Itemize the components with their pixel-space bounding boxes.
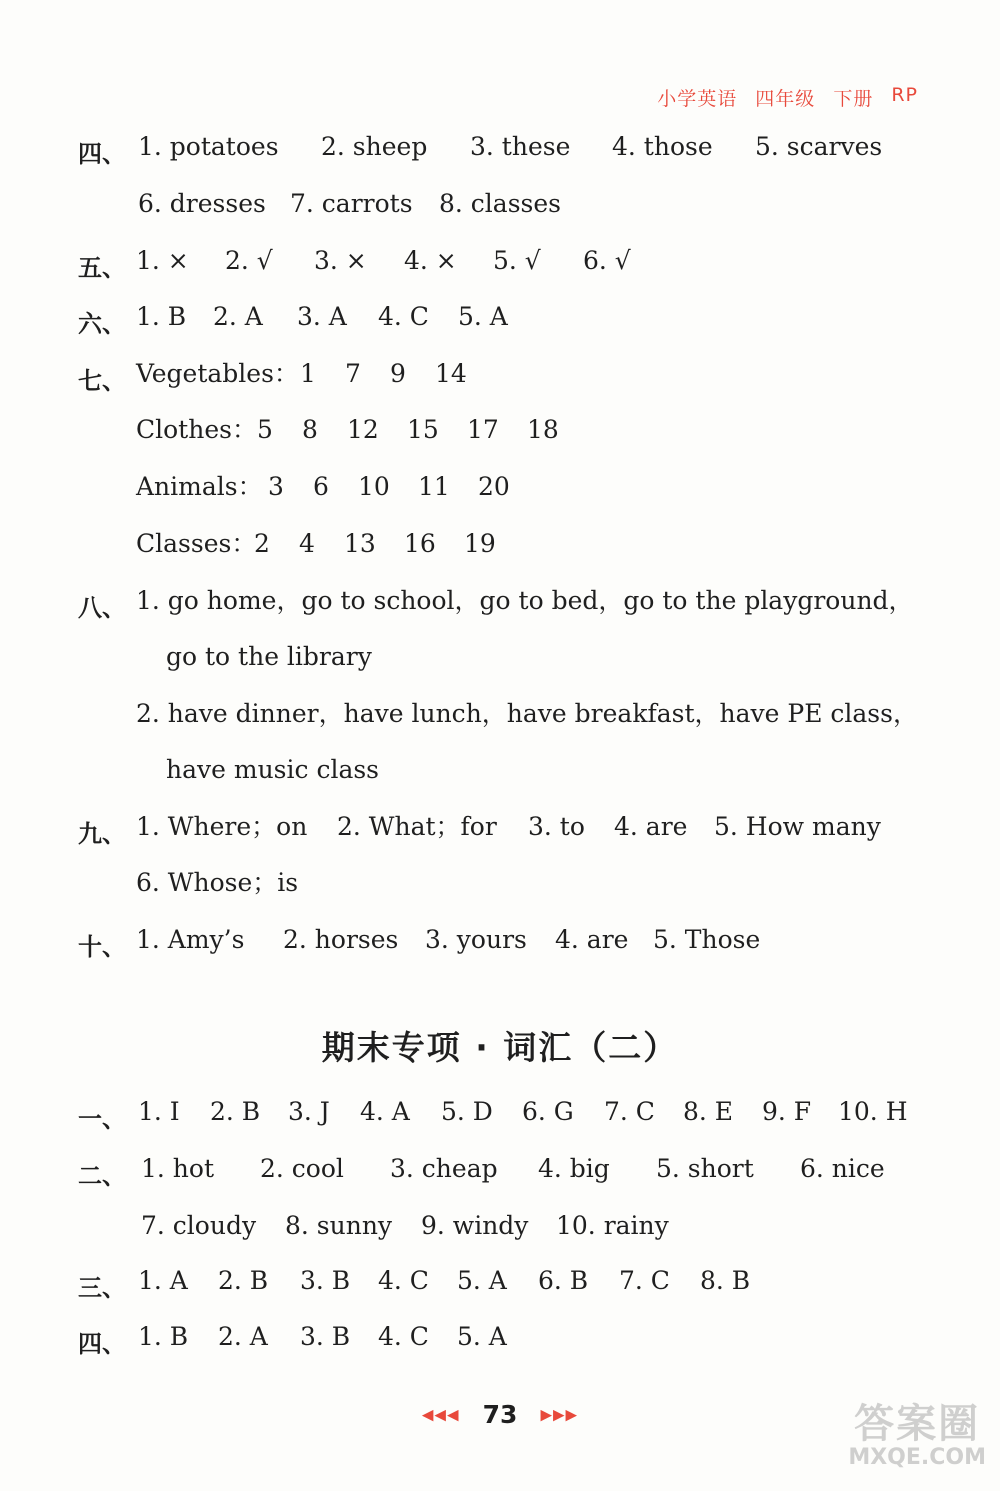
answer-item: 20 — [478, 472, 510, 501]
answer-item: Clothes： — [136, 415, 257, 444]
answer-item: 4. those — [612, 132, 713, 161]
answer-item: 4 — [299, 529, 315, 558]
answer-item: 2. cool — [260, 1154, 344, 1183]
answer-item: 1 — [300, 359, 316, 388]
question-label: 九、 — [78, 820, 126, 848]
answer-item: 8. classes — [439, 189, 561, 218]
answer-item: 5. √ — [493, 246, 541, 275]
answer-item: 8. sunny — [285, 1211, 393, 1240]
answer-item: 4. × — [404, 246, 457, 275]
answer-item: 3. A — [297, 302, 347, 331]
answer-item: 9. windy — [421, 1211, 529, 1240]
answer-item: 5. D — [441, 1097, 493, 1126]
answer-item: 5. Those — [653, 925, 761, 954]
answer-item: 6. dresses — [138, 189, 266, 218]
answer-item: 13 — [344, 529, 376, 558]
question-label: 二、 — [78, 1162, 126, 1190]
answer-item: 3. B — [300, 1266, 351, 1295]
answer-item: 7. C — [604, 1097, 655, 1126]
answer-item: 10. rainy — [556, 1211, 669, 1240]
answer-item: 4. big — [538, 1154, 610, 1183]
answer-item: 2 — [254, 529, 270, 558]
answer-item: 1. B — [138, 1322, 189, 1351]
answer-item: 2. have dinner，have lunch，have breakfast，have PE class， — [136, 699, 918, 728]
watermark-top: 答案圈 — [854, 1401, 981, 1447]
question-label: 六、 — [78, 310, 126, 338]
answer-item: 5. How many — [714, 812, 881, 841]
question-label: 四、 — [78, 1330, 126, 1358]
answer-item: 1. I — [138, 1097, 180, 1126]
section-title: 期末专项 · 词汇（二） — [321, 1028, 679, 1067]
answer-item: 2. A — [213, 302, 263, 331]
answer-item: 9. F — [762, 1097, 812, 1126]
answer-item: 4. are — [614, 812, 688, 841]
answer-item: 5 — [257, 415, 273, 444]
answer-item: 1. potatoes — [138, 132, 279, 161]
answer-item: 3. to — [528, 812, 585, 841]
page-header — [657, 84, 918, 111]
answer-item: 4. C — [378, 302, 429, 331]
answer-item: 8. B — [700, 1266, 751, 1295]
page-number: 73 — [482, 1400, 518, 1429]
answer-item: 6. G — [522, 1097, 574, 1126]
header-grade: 四年级 — [755, 88, 816, 110]
answer-item: 6. Whose；is — [136, 868, 299, 897]
answer-item: 7. carrots — [290, 189, 413, 218]
answer-item: 3. yours — [425, 925, 527, 954]
answer-item: 15 — [407, 415, 439, 444]
answer-item: 17 — [467, 415, 499, 444]
answer-item: 10 — [358, 472, 390, 501]
answer-item: 2. A — [218, 1322, 268, 1351]
answer-item: 1. B — [136, 302, 187, 331]
answer-item: 5. scarves — [755, 132, 883, 161]
answer-item: 2. B — [210, 1097, 261, 1126]
answer-item: 3 — [268, 472, 284, 501]
answer-item: 4. C — [378, 1322, 429, 1351]
answer-item: 4. A — [360, 1097, 410, 1126]
answer-item: 7. C — [619, 1266, 670, 1295]
answer-item: go to the library — [166, 642, 372, 671]
answer-item: Vegetables： — [136, 359, 299, 388]
answer-item: 5. A — [457, 1266, 507, 1295]
answer-item: 6. √ — [583, 246, 631, 275]
answer-item: 1. hot — [141, 1154, 214, 1183]
answer-item: 4. C — [378, 1266, 429, 1295]
answer-item: 1. × — [136, 246, 189, 275]
answer-item: 14 — [435, 359, 467, 388]
answer-item: 2. √ — [225, 246, 273, 275]
header-volume: 下册 — [833, 88, 874, 110]
answer-item: have music class — [166, 755, 380, 784]
header-subject: 小学英语 — [657, 88, 738, 110]
header-edition: RP — [891, 84, 918, 106]
answer-item: Animals： — [136, 472, 263, 501]
answer-item: 5. A — [458, 302, 508, 331]
answer-item: 1. Amy’s — [136, 925, 245, 954]
question-label: 三、 — [78, 1274, 126, 1302]
answer-item: 7. cloudy — [141, 1211, 257, 1240]
answer-item: 6. nice — [800, 1154, 885, 1183]
question-label: 五、 — [78, 254, 126, 282]
answer-item: 9 — [390, 359, 406, 388]
answer-item: 11 — [418, 472, 450, 501]
right-arrows-icon: ▶▶▶ — [540, 1405, 579, 1424]
answer-item: 18 — [527, 415, 559, 444]
answer-item: 2. sheep — [321, 132, 428, 161]
answer-item: 7 — [345, 359, 361, 388]
answer-item: 1. A — [138, 1266, 188, 1295]
answer-item: Classes： — [136, 529, 257, 558]
question-label: 一、 — [78, 1105, 126, 1133]
answer-item: 5. A — [457, 1322, 507, 1351]
watermark-bottom: MXQE.COM — [848, 1445, 986, 1470]
answer-item: 6. B — [538, 1266, 589, 1295]
answer-item: 8. E — [683, 1097, 734, 1126]
answer-item: 2. horses — [283, 925, 399, 954]
question-label: 四、 — [78, 140, 126, 168]
answer-item: 10. H — [838, 1097, 908, 1126]
answer-item: 3. B — [300, 1322, 351, 1351]
answer-item: 2. What；for — [337, 812, 497, 841]
answer-item: 6 — [313, 472, 329, 501]
watermark — [848, 1402, 986, 1470]
answer-item: 8 — [302, 415, 318, 444]
answer-item: 12 — [347, 415, 379, 444]
left-arrows-icon: ◀◀◀ — [421, 1405, 460, 1424]
answer-item: 4. are — [555, 925, 629, 954]
answer-item: 3. cheap — [390, 1154, 498, 1183]
answer-item: 3. × — [314, 246, 367, 275]
answer-item: 3. J — [288, 1097, 330, 1126]
answer-item: 2. B — [218, 1266, 269, 1295]
answer-item: 5. short — [656, 1154, 754, 1183]
answer-item: 3. these — [470, 132, 571, 161]
answer-item: 16 — [404, 529, 436, 558]
question-label: 十、 — [78, 933, 126, 961]
question-label: 八、 — [78, 594, 126, 622]
answer-item: 19 — [464, 529, 496, 558]
question-label: 七、 — [78, 367, 126, 395]
answer-item: 1. go home，go to school，go to bed，go to the playground， — [136, 586, 914, 615]
answer-item: 1. Where；on — [136, 812, 308, 841]
